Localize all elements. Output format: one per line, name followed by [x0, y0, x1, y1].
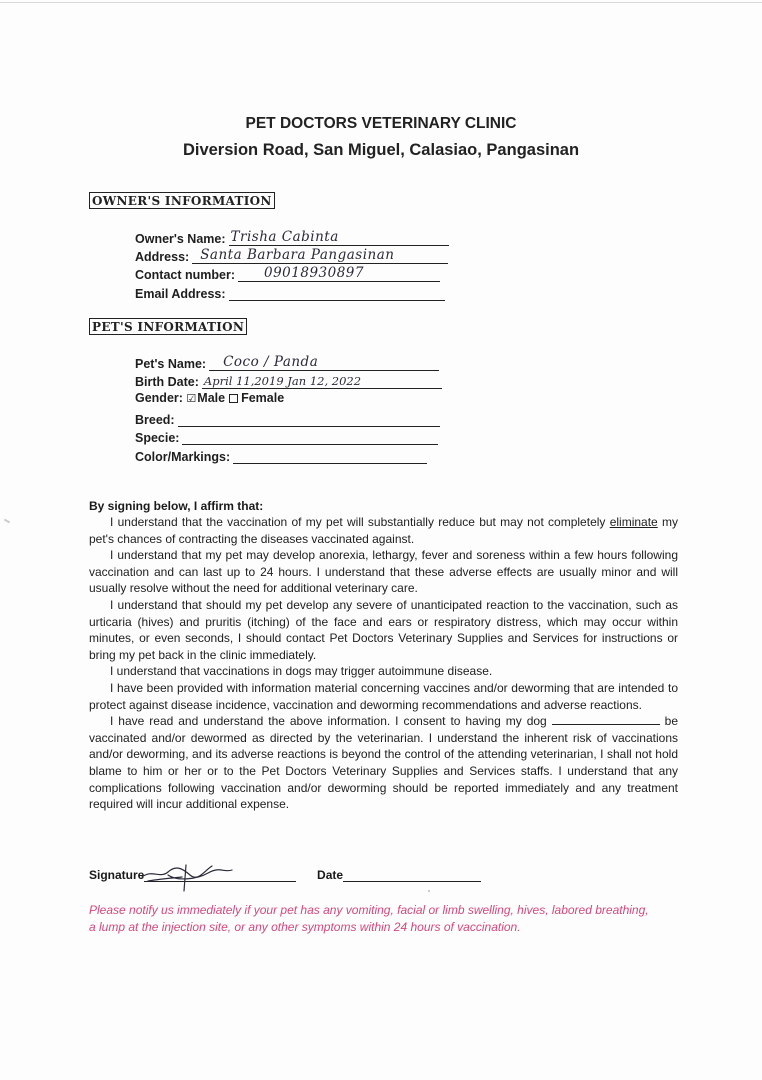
signature-row: [89, 868, 481, 882]
owner-email-field[interactable]: [229, 284, 445, 301]
pet-color-row: [135, 447, 427, 465]
date-label: Date: [317, 868, 344, 882]
p1-text-end: my pet's chances of contracting the diseases vaccinated against.: [89, 515, 678, 546]
aftercare-notice: Please notify us immediately if your pet has any vomiting, facial or limb swelling, hives, labored breathing, a lump at the injection site, or any other symptoms within 24 hours of vaccination.: [89, 903, 649, 934]
p6-text-start: I have read and understand the above information. I consent to having my dog: [110, 714, 552, 729]
owner-contact-field[interactable]: [238, 265, 440, 282]
pet-specie-field[interactable]: [182, 428, 438, 445]
owner-name-label: Owner's Name:: [135, 232, 226, 246]
female-option-label: Female: [241, 391, 285, 405]
owner-email-label: Email Address:: [135, 287, 226, 301]
affirmation-paragraph-4: I understand that vaccinations in dogs may trigger autoimmune disease.: [110, 664, 493, 679]
pet-name-value: Coco / Panda: [223, 354, 319, 370]
pet-gender-label: Gender:: [135, 391, 183, 405]
scan-mark: [4, 519, 10, 524]
signature-field[interactable]: [144, 869, 296, 882]
pet-specie-label: Specie:: [135, 431, 180, 445]
affirmation-paragraph-5: I have been provided with information material concerning vaccines and/or deworming that are intended to protect against disease incidence, vaccination and deworming recommendations and adverse reactions.: [89, 680, 678, 712]
owner-contact-value: 09018930897: [264, 265, 364, 281]
owner-address-label: Address:: [135, 250, 190, 264]
affirmation-paragraph-2: I understand that my pet may develop anorexia, lethargy, fever and soreness within a few hours following vaccination and can last up to 24 hours. I understand that these adverse effects are usually minor and will usually resolve without the need for additional veterinary care.: [89, 548, 678, 596]
owner-contact-label: Contact number:: [135, 268, 235, 282]
pet-birthdate-row: [135, 372, 442, 390]
pet-name-row: [135, 354, 439, 372]
owner-contact-row: [135, 265, 440, 283]
p6-text-end: be vaccinated and/or dewormed as directed by the veterinarian. I understand the inherent risk of vaccinations and/or deworming, and its adverse reactions is beyond the control of the attending veterinarian, I shall not hold blame to him or her or to the Pet Doctors Veterinary Supplies and Services staffs. I understand that any complications following vaccination and/or deworming should be reported immediately and any treatment required will incur additional expense.: [89, 714, 678, 812]
owner-email-row: [135, 284, 445, 302]
pet-breed-row: [135, 410, 440, 428]
pet-section-title: PET'S INFORMATION: [89, 318, 247, 335]
dog-name-blank[interactable]: [552, 714, 660, 725]
p1-text-start: I understand that the vaccination of my pet will substantially reduce but may not completely: [110, 515, 610, 529]
date-field[interactable]: [343, 869, 481, 882]
female-checkbox[interactable]: [229, 394, 238, 403]
pet-color-field[interactable]: [233, 447, 427, 464]
pet-name-field[interactable]: [209, 354, 439, 371]
pet-gender-row: [135, 391, 284, 409]
owner-name-row: [135, 229, 449, 247]
pet-birthdate-label: Birth Date:: [135, 375, 199, 389]
pet-birthdate-field[interactable]: [202, 372, 442, 389]
pet-breed-field[interactable]: [178, 410, 440, 427]
owner-name-value: Trisha Cabinta: [230, 229, 339, 245]
male-option-label: Male: [197, 391, 226, 405]
signature-label: Signature: [89, 868, 145, 882]
pet-breed-label: Breed:: [135, 413, 175, 427]
pet-birthdate-value: April 11,2019 Jan 12, 2022: [203, 374, 362, 388]
p1-underlined-word: eliminate: [609, 515, 658, 529]
owner-address-field[interactable]: [192, 247, 448, 264]
owner-section-title: OWNER'S INFORMATION: [89, 192, 275, 209]
affirmation-paragraph-1: [89, 514, 678, 547]
scan-speck: [428, 890, 430, 892]
affirmation-paragraph-3: I understand that should my pet develop any severe of unanticipated reaction to the vaccination, such as urticaria (hives) and pruritis (itching) of the face and ears or respiratory distress, which may occur within minutes, or even seconds, I should contact Pet Doctors Veterinary Supplies and Services for instructions or bring my pet back in the clinic immediately.: [89, 597, 678, 662]
male-checkbox-checked[interactable]: ☑: [186, 392, 197, 405]
affirmation-heading: By signing below, I affirm that:: [89, 499, 264, 513]
clinic-address: Diversion Road, San Miguel, Calasiao, Pangasinan: [182, 141, 580, 159]
scan-edge-line: [0, 2, 762, 3]
affirmation-body: [89, 514, 678, 813]
owner-address-value: Santa Barbara Pangasinan: [200, 247, 395, 263]
affirmation-paragraph-6: [89, 713, 678, 813]
clinic-name: PET DOCTORS VETERINARY CLINIC: [245, 115, 517, 132]
pet-name-label: Pet's Name:: [135, 357, 207, 371]
owner-address-row: [135, 247, 448, 265]
owner-name-field[interactable]: [229, 229, 449, 246]
pet-specie-row: [135, 428, 438, 446]
pet-color-label: Color/Markings:: [135, 450, 231, 464]
handwritten-signature: [138, 861, 238, 895]
